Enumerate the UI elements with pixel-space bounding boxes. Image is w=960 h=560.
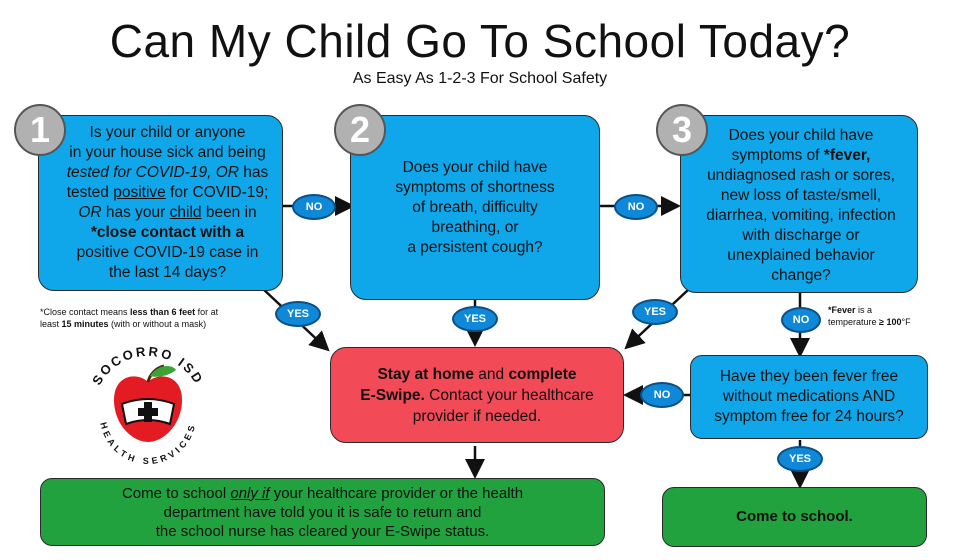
no-pill-3-to-fever: NO <box>781 307 821 333</box>
logo-text-bottom: HEALTH SERVICES <box>98 421 198 467</box>
yes-pill-2: YES <box>452 306 498 332</box>
stay-home-box: Stay at home and complete E-Swipe. Contact your healthcare provider if needed. <box>330 347 624 443</box>
question-box-2: Does your child have symptoms of shortness of breath, difficulty breathing, or a persistent cough? <box>350 115 600 300</box>
yes-pill-3: YES <box>632 299 678 325</box>
yes-pill-fever: YES <box>777 446 823 472</box>
no-pill-1-to-2: NO <box>292 194 336 220</box>
question-box-3: Does your child have symptoms of *fever, undiagnosed rash or sores, new loss of taste/smell, diarrhea, vomiting, infection with discharge or unexplained behavior change? <box>680 115 918 293</box>
fever-note: *Fever is a temperature ≥ 100°F <box>828 305 911 327</box>
yes-pill-1: YES <box>275 301 321 327</box>
apple-nurse-cap-icon <box>114 366 182 442</box>
no-pill-2-to-3: NO <box>614 194 658 220</box>
page-title: Can My Child Go To School Today? <box>109 15 851 67</box>
step-number-2-badge: 2 <box>334 104 386 156</box>
page-subtitle: As Easy As 1-2-3 For School Safety <box>352 70 608 87</box>
step-number-1-badge: 1 <box>14 104 66 156</box>
logo-text-top: SOCORRO ISD <box>89 343 207 388</box>
socorro-isd-health-services-logo <box>78 338 218 478</box>
step-number-3-badge: 3 <box>656 104 708 156</box>
come-if-cleared-box: Come to school only if your healthcare provider or the health department have told you it is safe to return and the school nurse has cleared your E-Swipe status. <box>40 478 605 546</box>
fever-free-box: Have they been fever free without medications AND symptom free for 24 hours? <box>690 355 928 439</box>
come-to-school-box: Come to school. <box>662 487 927 547</box>
no-pill-fever-to-stay: NO <box>640 382 684 408</box>
question-box-1: Is your child or anyone in your house sick and being tested for COVID-19, OR has tested positive for COVID-19; OR has your child been in *close contact with a positive COVID-19 case in the last 14 days? <box>38 115 283 291</box>
close-contact-note: *Close contact means less than 6 feet for at least 15 minutes (with or without a mask) <box>40 307 219 329</box>
